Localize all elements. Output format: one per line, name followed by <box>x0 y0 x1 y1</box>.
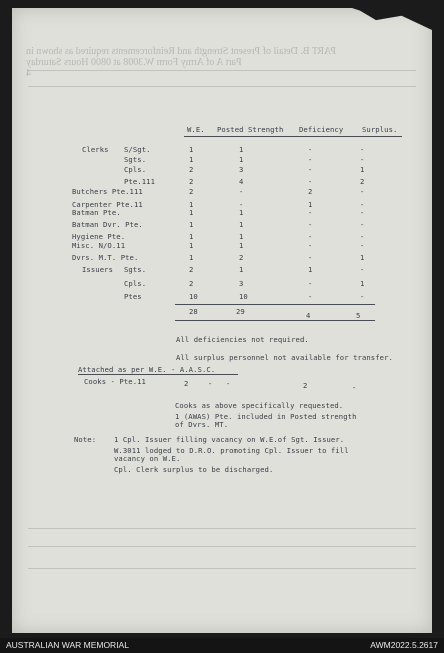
attached-heading: Attached as per W.E. - A.A.S.C. <box>78 365 216 374</box>
attached-note-awas-1: 1 (AWAS) Pte. included in Posted strength <box>175 412 357 421</box>
attached-row-label: Cooks - Pte.11 <box>84 377 146 386</box>
row-deficiency: - <box>308 253 313 262</box>
footer-credit: AUSTRALIAN WAR MEMORIAL <box>6 640 129 650</box>
total-posted: 29 <box>236 307 245 316</box>
remark-surplus: All surplus personnel not available for transfer. <box>176 353 393 362</box>
row-posted: 4 <box>239 177 244 186</box>
row-we: 2 <box>189 265 194 274</box>
bleed-through-rule <box>28 70 416 71</box>
row-trade: Butchers Pte.111 <box>72 187 143 196</box>
note-line-3: vacancy on W.E. <box>114 454 181 463</box>
column-header-deficiency: Deficiency <box>299 125 344 134</box>
row-trade: Issuers <box>82 265 113 274</box>
note-line-4: Cpl. Clerk surplus to be discharged. <box>114 465 274 474</box>
attached-note-awas-2: of Dvrs. MT. <box>175 420 229 429</box>
row-deficiency: - <box>308 145 313 154</box>
row-trade: Misc. N/O.11 <box>72 241 126 250</box>
row-posted: 1 <box>239 241 244 250</box>
row-posted: - <box>239 200 244 209</box>
row-deficiency: - <box>308 155 313 164</box>
row-posted: 1 <box>239 220 244 229</box>
faint-form-line <box>28 568 416 569</box>
row-surplus: - <box>360 292 365 301</box>
row-rank: S/Sgt. <box>124 145 151 154</box>
row-surplus: - <box>360 220 365 229</box>
row-we: 1 <box>189 253 194 262</box>
bleed-through-line-1: PART B. Detail of Present Strength and Reinforcements required as shown in <box>26 46 336 57</box>
row-trade: Batman Dvr. Pte. <box>72 220 143 229</box>
row-rank: Cpls. <box>124 279 147 288</box>
row-posted: - <box>239 187 244 196</box>
row-deficiency: - <box>308 220 313 229</box>
torn-corner <box>352 8 432 30</box>
row-surplus: - <box>360 187 365 196</box>
row-surplus: - <box>360 208 365 217</box>
row-deficiency: 1 <box>308 200 313 209</box>
row-surplus: - <box>360 241 365 250</box>
row-we: 1 <box>189 145 194 154</box>
header-underline <box>184 136 402 137</box>
row-surplus: - <box>360 265 365 274</box>
column-header-posted-strength: Posted Strength <box>217 125 284 134</box>
row-deficiency: - <box>308 177 313 186</box>
row-deficiency: 1 <box>308 265 313 274</box>
bleed-through-line-2: Part A of Army Form W.3008 at 0800 Hours Saturday <box>26 57 242 68</box>
row-we: 2 <box>189 177 194 186</box>
remark-deficiencies: All deficiencies not required. <box>176 335 309 344</box>
row-surplus: 1 <box>360 279 365 288</box>
document-page <box>12 8 432 633</box>
row-trade: Clerks <box>82 145 109 154</box>
row-trade: Carpenter Pte.11 <box>72 200 143 209</box>
row-posted: 1 <box>239 155 244 164</box>
row-we: 1 <box>189 155 194 164</box>
row-deficiency: - <box>308 292 313 301</box>
row-posted: 2 <box>239 253 244 262</box>
attached-surplus: - <box>352 383 357 392</box>
attached-dash: - <box>226 379 231 388</box>
attached-underline <box>78 374 238 375</box>
row-we: 2 <box>189 165 194 174</box>
row-we: 2 <box>189 279 194 288</box>
row-posted: 1 <box>239 265 244 274</box>
row-deficiency: - <box>308 232 313 241</box>
row-we: 1 <box>189 220 194 229</box>
row-posted: 1 <box>239 208 244 217</box>
row-surplus: - <box>360 155 365 164</box>
row-we: 1 <box>189 208 194 217</box>
row-posted: 10 <box>239 292 248 301</box>
row-rank: Sgts. <box>124 155 147 164</box>
notes-label: Note: <box>74 435 97 444</box>
row-we: 1 <box>189 200 194 209</box>
row-we: 1 <box>189 232 194 241</box>
row-deficiency: - <box>308 165 313 174</box>
totals-rule-bottom <box>175 320 375 321</box>
row-surplus: - <box>360 232 365 241</box>
row-surplus: 2 <box>360 177 365 186</box>
column-header-we: W.E. <box>187 125 205 134</box>
footer-accession-number: AWM2022.5.2617 <box>370 640 438 650</box>
attached-note-cooks: Cooks as above specifically requested. <box>175 401 344 410</box>
row-posted: 3 <box>239 279 244 288</box>
row-surplus: 1 <box>360 165 365 174</box>
faint-form-line <box>28 546 416 547</box>
row-rank: Ptes <box>124 292 142 301</box>
row-deficiency: - <box>308 241 313 250</box>
row-surplus: 1 <box>360 253 365 262</box>
row-rank: Sgts. <box>124 265 147 274</box>
attached-we: 2 <box>184 379 189 388</box>
row-posted: 1 <box>239 232 244 241</box>
row-trade: Hygiene Pte. <box>72 232 126 241</box>
row-we: 10 <box>189 292 198 301</box>
row-surplus: - <box>360 145 365 154</box>
totals-rule-top <box>175 304 375 305</box>
attached-deficiency: 2 <box>303 381 308 390</box>
note-line-2: W.3011 lodged to D.R.O. promoting Cpl. Issuer to fill <box>114 446 349 455</box>
row-deficiency: - <box>308 279 313 288</box>
bleed-through-header <box>12 46 432 79</box>
row-we: 1 <box>189 241 194 250</box>
row-surplus: - <box>360 200 365 209</box>
bleed-through-rule <box>28 86 416 87</box>
row-trade: Dvrs. M.T. Pte. <box>72 253 139 262</box>
faint-form-line <box>28 528 416 529</box>
total-surplus: 5 <box>356 311 361 320</box>
bleed-through-number: 4 <box>26 68 31 79</box>
row-deficiency: - <box>308 208 313 217</box>
row-rank: Cpls. <box>124 165 147 174</box>
total-we: 28 <box>189 307 198 316</box>
row-posted: 1 <box>239 145 244 154</box>
row-trade: Batman Pte. <box>72 208 121 217</box>
attached-posted: - <box>208 379 213 388</box>
row-we: 2 <box>189 187 194 196</box>
column-header-surplus: Surplus. <box>362 125 398 134</box>
note-line-1: 1 Cpl. Issuer filling vacancy on W.E.of Sgt. Issuer. <box>114 435 345 444</box>
row-posted: 3 <box>239 165 244 174</box>
row-rank: Pte.111 <box>124 177 155 186</box>
row-deficiency: 2 <box>308 187 313 196</box>
total-deficiency: 4 <box>306 311 311 320</box>
